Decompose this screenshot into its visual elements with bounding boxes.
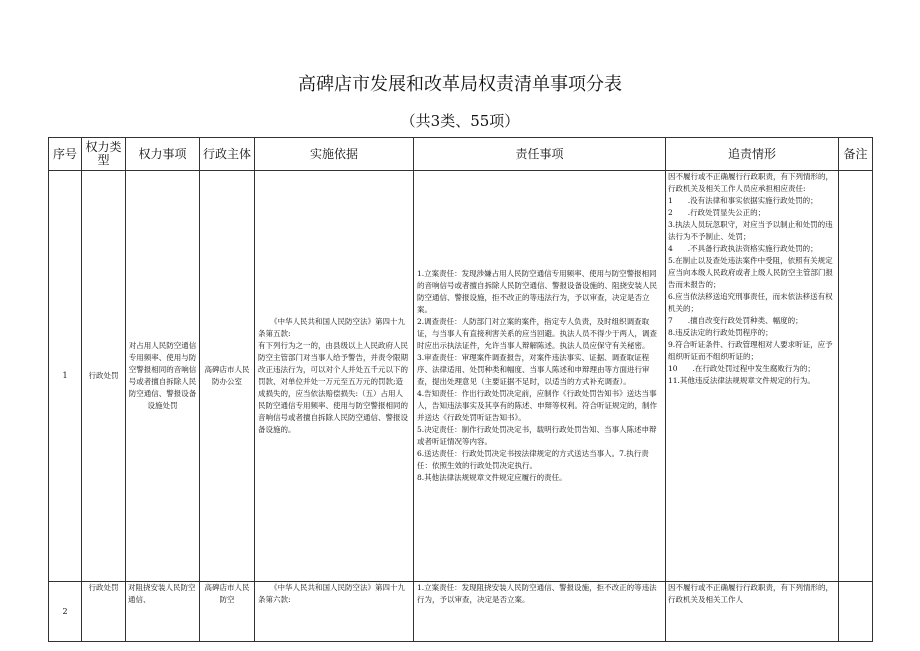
responsibility-item: 4.告知责任：作出行政处罚决定前，应制作《行政处罚告知书》送达当事人，告知违法事实及其享有的陈述、申辩等权利。符合听证规定的，制作并送达《行政处罚听证告知书》。: [417, 389, 657, 422]
header-seq: 序号: [49, 138, 82, 171]
cell-responsibility: [414, 171, 666, 582]
cell-power-type: 行政处罚: [82, 582, 126, 642]
responsibility-item: 1.立案责任：发现涉嫌占用人民防空通信专用频率、使用与防空警报相同的音响信号或者擅自拆除人民防空通信、警报设备设施的、阻挠安装人民防空通信、警报设施，拒不改正的等违法行为，予以审查，决定是否立案。: [417, 269, 657, 314]
accountability-item: 8.违反法定的行政处罚程序的；: [668, 328, 773, 337]
header-responsibility: 责任事项: [414, 138, 666, 171]
responsibility-item: 5.决定责任：制作行政处罚决定书，载明行政处罚告知、当事人陈述申辩或者听证情况等内容。: [417, 425, 657, 446]
header-note: 备注: [839, 138, 873, 171]
accountability-item: 2 .行政处罚显失公正的；: [668, 208, 766, 217]
document-subtitle: （共3类、55项）: [400, 112, 520, 130]
responsibility-item: 8.其他法律法规规章文件规定应履行的责任。: [417, 473, 567, 482]
header-basis: 实施依据: [255, 138, 414, 171]
cell-power-item: 对阻挠安装人民防空通信、: [126, 582, 200, 642]
responsibility-item: 3.审查责任：审理案件调查报告，对案件违法事实、证据、调查取证程序、法律适用、处罚种类和幅度、当事人陈述和申辩理由等方面进行审查，提出处理意见（主要证据不足时，以适当的方式补充调查）。: [417, 353, 650, 386]
basis-paragraph: 《中华人民共和国人民防空法》第四十九条第六款:: [258, 583, 405, 604]
table-row: [49, 171, 873, 582]
cell-basis: [255, 171, 414, 582]
header-power-type: 权力类型: [82, 138, 126, 171]
cell-accountability: [666, 582, 839, 642]
cell-basis: [255, 582, 414, 642]
accountability-item: 4 .不具备行政执法资格实施行政处罚的；: [668, 244, 818, 253]
basis-paragraph: 有下列行为之一的，由县级以上人民政府人民防空主管部门对当事人给予警告，并责令限期改正违法行为，可以对个人并处五千元以下的罚款、对单位并处一万元至五万元的罚款;造成损失的，应当依法赔偿损失:（五）占用人民防空通信专用频率、使用与防空警报相同的音响信号或者擅自拆除人民防空通信、警报设备设施的。: [258, 341, 408, 434]
accountability-item: 因不履行或不正确履行行政职责，有下列情形的，行政机关及相关工作人员应承担相应责任:: [668, 172, 833, 193]
cell-subject: 高碑店市人民防空: [200, 582, 255, 642]
accountability-item: 因不履行或不正确履行行政职责，有下列情形的，行政机关及相关工作人: [668, 583, 833, 604]
accountability-item: 10 .在行政处罚过程中发生腐败行为的；: [668, 364, 815, 373]
document-title: 高碑店市发展和改革局权责清单事项分表: [298, 74, 622, 95]
header-accountability: 追责情形: [666, 138, 839, 171]
accountability-item: 1 .没有法律和事实依据实施行政处罚的；: [668, 196, 818, 205]
responsibility-table: [48, 137, 873, 642]
table-row: [49, 582, 873, 642]
responsibility-item: 6.送达责任：行政处罚决定书按法律规定的方式送达当事人。7.执行责任：依照生效的行政处罚决定执行。: [417, 449, 649, 470]
basis-paragraph: 《中华人民共和国人民防空法》第四十九条第五款:: [258, 317, 405, 338]
accountability-item: 5.在制止以及查处违法案件中受阻，依照有关规定应当向本级人民政府或者上级人民防空主管部门报告而未报告的；: [668, 256, 833, 289]
cell-accountability: [666, 171, 839, 582]
cell-note: [839, 582, 873, 642]
responsibility-item: 2.调查责任：人防部门对立案的案件，指定专人负责，及时组织调查取证，与当事人有直接利害关系的应当回避。执法人员不得少于两人，调查时应出示执法证件，允许当事人辩解陈述。执法人员应保守有关秘密。: [417, 317, 657, 350]
cell-power-item: 对占用人民防空通信专用频率、使用与防空警报相同的音响信号或者擅自拆除人民防空通信、警报设备设施处罚: [126, 171, 200, 582]
accountability-item: 11.其他违反法律法规规章文件规定的行为。: [668, 376, 815, 385]
accountability-item: 7 .擅自改变行政处罚种类、幅度的；: [668, 316, 803, 325]
header-power-item: 权力事项: [126, 138, 200, 171]
header-subject: 行政主体: [200, 138, 255, 171]
accountability-item: 9.符合听证条件、行政管理相对人要求听证，应予组织听证而不组织听证的；: [668, 340, 833, 361]
cell-subject: 高碑店市人民防办公室: [200, 171, 255, 582]
accountability-item: 3.执法人员玩忽职守，对应当予以制止和处罚的违法行为不予制止、处罚；: [668, 220, 833, 241]
cell-power-type: 行政处罚: [82, 171, 126, 582]
responsibility-item: 1.立案责任：发现阻挠安装人民防空通信、警报设施，拒不改正的等违法行为，予以审查，决定是否立案。: [417, 583, 657, 604]
cell-seq: 1: [49, 171, 82, 582]
table-header-row: [49, 138, 873, 171]
cell-responsibility: [414, 582, 666, 642]
cell-note: [839, 171, 873, 582]
accountability-item: 6.应当依法移送追究刑事责任，而未依法移送有权机关的；: [668, 292, 833, 313]
cell-seq: 2: [49, 582, 82, 642]
